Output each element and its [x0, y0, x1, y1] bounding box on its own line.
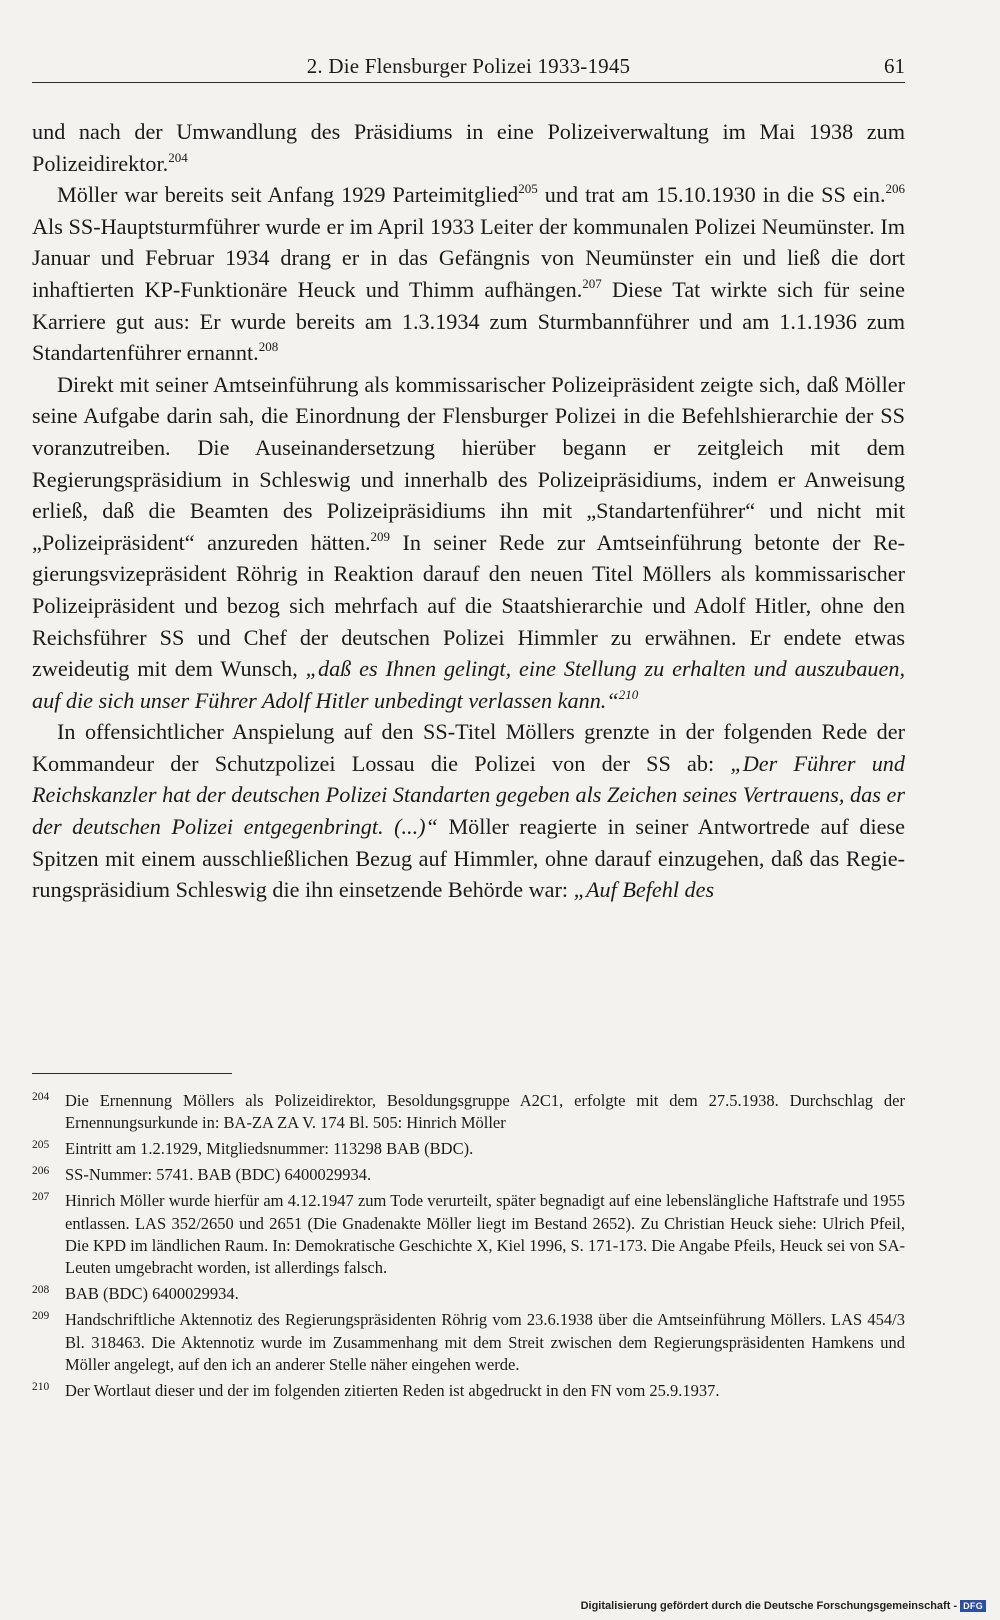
chapter-title: 2. Die Flensburger Polizei 1933-1945: [306, 54, 631, 78]
footnote-206: 206 SS-Nummer: 5741. BAB (BDC) 6400029934.: [32, 1165, 372, 1185]
footnote-208: 208 BAB (BDC) 6400029934.: [32, 1284, 239, 1304]
dfg-logo: DFG: [960, 1600, 986, 1612]
footnote-ref-208[interactable]: 208: [258, 339, 279, 355]
paragraph-3: Direkt mit seiner Amtseinführung als kommissarischer Polizeipräsident zeigte sich, daß Möller seine Aufgabe darin sah, die Einordnung der Flensburger Polizei in die Befehlshierarchie der SS voranzutreiben. Die Auseinandersetzung hierüber begann er zeitgleich mit dem Regierungspräsidium in Schleswig und innerhalb des Polizeipräsidiums, indem er Anweisung erließ, daß die Beamten des Polizeipräsidiums ihn mit „Standartenführer“ und nicht mit „Polizeipräsident“ anzureden hätten.$^{209}$ In seiner Rede zur Amtseinführung betonte der Regierungsvizepräsident Röhrig in Reaktion darauf den neuen Titel Möllers als kommissarischer Polizeipräsident und bezog sich mehrfach auf die Staatshierarchie und Adolf Hitler, ohne den Reichsführer SS und Chef der deutschen Polizei Himmler zu erwähnen. Er endete etwas zweideutig mit dem Wunsch, „daß es Ihnen gelingt, eine Stellung zu erhalten und auszubauen, auf die sich unser Führer Adolf Hitler unbedingt verlassen kann.“$^{210}$: [32, 371, 905, 713]
footnotes: [32, 1090, 905, 1406]
paragraph-4: In offensichtlicher Anspielung auf den SS-Titel Möllers grenzte in der folgenden Rede der Kommandeur der Schutzpolizei Lossau die Polizei von der SS ab: „Der Führer und Reichskanzler hat der deutschen Polizei Standarten gegeben als Zeichen seines Vertrauens, das er der deutschen Polizei entgegenbringt. (...)“ Möller reagierte in seiner Antwortrede auf diese Spitzen mit einem ausschließlichen Bezug auf Himmler, ohne darauf einzugehen, daß das Regierungspräsidium Schleswig die ihn einsetzende Behörde war: „Auf Befehl des: [32, 719, 905, 903]
digitization-credit: Digitalisierung gefördert durch die Deutsche Forschungsgemeinschaft - DFG: [581, 1600, 986, 1612]
footnote-204: 204 Die Ernennung Möllers als Polizeidirektor, Besoldungsgruppe A2C1, erfolgte mit dem 27.5.1938. Durchschlag der Ernennungsurkunde in: BA-ZA ZA V. 174 Bl. 505: Hinrich Möller: [32, 1091, 905, 1133]
footnote-ref-204[interactable]: 204: [168, 149, 188, 165]
page-number: 61: [884, 54, 905, 78]
quote-moeller: „Auf Befehl des: [573, 877, 715, 903]
main-text: [32, 116, 905, 906]
running-header: [32, 52, 905, 83]
footnote-207: 207 Hinrich Möller wurde hierfür am 4.12.1947 zum Tode verurteilt, später begnadigt auf eine lebenslängliche Haftstrafe und 1955 entlassen. LAS 352/2650 und 2651 (Die Gnadenakte Möller liegt im Bestand 2652). Zu Christian Heuck siehe: Ulrich Pfeil, Die KPD im ländlichen Raum. In: Demokratische Geschichte X, Kiel 1996, S. 171-173. Die Angabe Pfeils, Heuck sei von SA-Leuten umgebracht worden, ist allerdings falsch.: [32, 1191, 905, 1278]
footnote-ref-207[interactable]: 207: [582, 275, 602, 291]
quote-roehrig: „daß es Ihnen gelingt, eine Stellung zu erhalten und auszubauen, auf die sich unser Führer Adolf Hitler unbedingt verlassen kann.“: [32, 656, 905, 713]
footnote-ref-205[interactable]: 205: [518, 181, 538, 197]
quote-lossau: „Der Führer und Reichskanzler hat der deutschen Polizei Standarten gegeben als Zeichen seines Vertrauens, das er der deutschen Polizei entgegenbringt. (...)“: [32, 750, 905, 840]
footnote-209: 209 Handschriftliche Aktennotiz des Regierungspräsidenten Röhrig vom 23.6.1938 über die Amtseinführung Möllers. LAS 454/3 Bl. 318463. Die Aktennotiz wurde im Zusammenhang mit dem Streit zwischen dem Regierungspräsidenten Hamkens und Möller angelegt, auf den ich an anderer Stelle näher eingehen werde.: [32, 1310, 905, 1374]
footnote-205: 205 Eintritt am 1.2.1929, Mitgliedsnummer: 113298 BAB (BDC).: [32, 1139, 474, 1159]
footnote-ref-209[interactable]: 209: [370, 528, 390, 544]
paragraph-2: Möller war bereits seit Anfang 1929 Parteimitglied$^{205}$ und trat am 15.10.1930 in die SS ein.$^{206}$ Als SS-Hauptsturmführer wurde er im April 1933 Leiter der kommunalen Polizei Neumünster. Im Januar und Februar 1934 drang er in das Gefängnis von Neumünster ein und ließ die dort inhaftierten KP-Funktionäre Heuck und Thimm aufhängen.$^{207}$ Diese Tat wirkte sich für seine Karriere gut aus: Er wurde bereits am 1.3.1934 zum Sturmbannführer und am 1.1.1936 zum Standartenführer ernannt.$^{208}$: [32, 181, 906, 366]
footnote-ref-210[interactable]: 210: [618, 686, 639, 702]
footnote-separator: [32, 1073, 232, 1074]
footnote-ref-206[interactable]: 206: [885, 181, 905, 197]
footnote-210: 210 Der Wortlaut dieser und der im folgenden zitierten Reden ist abgedruckt in den FN vom 25.9.1937.: [32, 1380, 720, 1400]
paragraph-1: und nach der Umwandlung des Präsidiums in eine Polizeiverwaltung im Mai 1938 zum Polizeidirektor.$^{204}$: [32, 119, 905, 176]
